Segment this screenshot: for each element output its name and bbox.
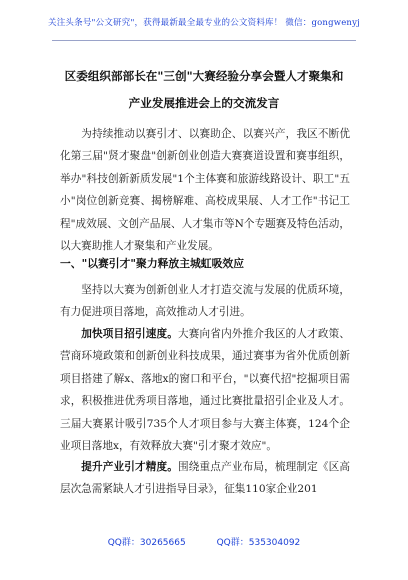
- header-divider: [52, 40, 356, 41]
- footer-contact: [0, 535, 408, 548]
- paragraph-intro: 为持续推动以赛引才、以赛助企、以赛兴产，我区不断优化第三届"贤才聚盘"创新创业创造大赛赛道设置和赛事组织，举办"科技创新新质发展"1个主体赛和旅游线路设计、职工"五小"岗位创新竞赛、揭榜解难、高校成果展、人才工作"书记工程"成效展、文创产品展、人才集市等N个专题赛及特色活动，以大赛助推人才聚集和产业发展。: [60, 128, 350, 253]
- paragraph-industry-precision: [60, 456, 350, 501]
- paragraph-lead-industry-precision: 提升产业引才精度。: [81, 461, 179, 473]
- header-banner: 关注头条号"公文研究"，获得最新最全最专业的公文资料库！ 微信：gongwenyj: [48, 18, 360, 28]
- footer-qq-group-2: QQ群：535304092: [216, 538, 301, 548]
- footer-qq-group-1: QQ群：30265665: [107, 538, 186, 548]
- document-title-line-1: 区委组织部部长在"三创"大赛经验分享会暨人才聚集和: [64, 69, 344, 83]
- section-heading-1: 一、"以赛引才"聚力释放主城虹吸效应: [60, 257, 244, 270]
- paragraph-body-industry-precision: 围绕重点产业布局，梳理制定《区高层次急需紧缺人才引进指导目录》，征集110家企业201: [60, 461, 351, 496]
- paragraph-body-project-attraction: 大赛向省内外推介我区的人才政策、营商环境政策和创新创业科技成果，通过赛事为省外优质创新项目搭建了解x、落地x的窗口和平台，"以赛代招"挖掘项目需求，积极推进优秀项目落地，通过比赛批量招引企业及人才。三届大赛累计吸引735个人才项目参与大赛主体赛，124个企业项目落地x，有效释放大赛"引才聚才效应"。: [60, 328, 351, 453]
- paragraph-lead-project-attraction: 加快项目招引速度。: [81, 328, 179, 340]
- paragraph-project-attraction: [60, 323, 350, 457]
- paragraph-section1-intro: 坚持以大赛为创新创业人才打造交流与发展的优质环境，有力促进项目落地，高效推动人才引进。: [60, 284, 350, 319]
- document-title-line-2: 产业发展推进会上的交流发言: [128, 96, 280, 110]
